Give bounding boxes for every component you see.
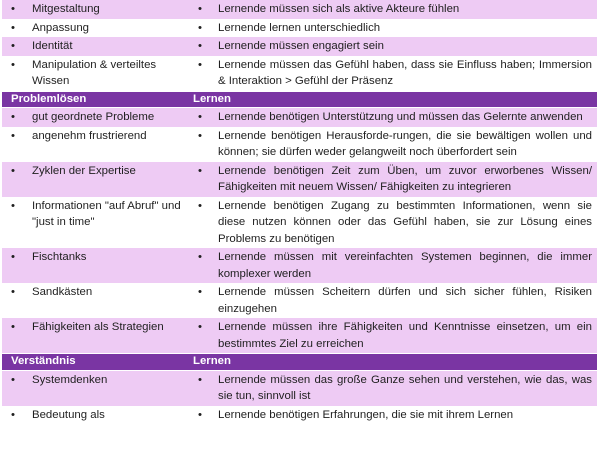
bullet-icon: •: [11, 286, 15, 298]
bullet-icon: •: [11, 111, 15, 123]
table-row: [2, 248, 597, 283]
section-header-term: Problemlösen: [11, 92, 87, 105]
bullet-icon: •: [198, 3, 202, 15]
description-cell: [188, 1, 597, 18]
table-row: [2, 283, 597, 318]
bullet-icon: •: [11, 408, 15, 421]
bullet-icon: •: [11, 199, 15, 212]
term-cell: [2, 249, 188, 282]
description-text: Lernende müssen sich als aktive Akteure fühlen: [218, 3, 460, 15]
term-cell: [2, 319, 188, 352]
description-cell: [188, 57, 597, 90]
section-header-category: Lernen: [193, 92, 231, 105]
description-cell: [188, 319, 597, 352]
description-cell: [188, 163, 597, 196]
section-header-problemloesen: [2, 91, 597, 109]
term-text: angenehm frustrierend: [32, 129, 147, 142]
bullet-icon: •: [198, 251, 202, 263]
bullet-icon: •: [198, 199, 202, 212]
table-row: [2, 37, 597, 56]
bullet-icon: •: [11, 251, 15, 263]
table-row: [2, 318, 597, 353]
bullet-icon: •: [11, 373, 15, 386]
table-section-problemloesen: [2, 108, 597, 353]
bullet-icon: •: [198, 111, 202, 123]
description-text: Lernende müssen mit vereinfachten Systemen beginnen, die immer komplexer werden: [218, 251, 592, 280]
table-row: [2, 0, 597, 19]
description-cell: [188, 198, 597, 248]
description-text: Lernende müssen das große Ganze sehen und verstehen, wie das, was sie tun, sinnvoll ist: [218, 373, 592, 402]
section-header-term: Verständnis: [11, 355, 76, 367]
bullet-icon: •: [198, 321, 202, 333]
description-cell: [188, 249, 597, 282]
term-text: Sandkästen: [32, 286, 93, 298]
table-row: [2, 406, 597, 425]
description-cell: [188, 109, 597, 126]
description-cell: [188, 20, 597, 37]
term-cell: [2, 163, 188, 196]
term-cell: [2, 372, 188, 405]
bullet-icon: •: [198, 408, 202, 421]
table-row: [2, 108, 597, 127]
description-text: Lernende benötigen Zugang zu bestimmten Informationen, wenn sie diese nutzen können oder das Gefühl haben, sie zur Lösung eines Problems zu benötigen: [218, 199, 592, 245]
table-row: [2, 56, 597, 91]
term-text: Bedeutung als: [32, 408, 105, 421]
bullet-icon: •: [198, 164, 202, 177]
bullet-icon: •: [198, 40, 202, 52]
description-text: Lernende benötigen Herausforde-rungen, die sie bewältigen wollen und können; sie dürfen weder gelangweilt noch überfordert sein: [218, 129, 592, 158]
term-text: Informationen "auf Abruf" und "just in time": [32, 199, 181, 228]
table-section-top: [2, 0, 597, 91]
description-text: Lernende müssen das Gefühl haben, dass sie Einfluss haben; Immersion & Interaktion > Gefühl der Präsenz: [218, 58, 592, 87]
term-text: Fischtanks: [32, 251, 87, 263]
bullet-icon: •: [198, 58, 202, 71]
term-text: Anpassung: [32, 21, 89, 34]
term-text: Manipulation & verteiltes Wissen: [32, 58, 157, 87]
term-text: Systemdenken: [32, 373, 108, 386]
bullet-icon: •: [198, 129, 202, 142]
term-text: Zyklen der Expertise: [32, 164, 136, 177]
term-cell: [2, 1, 188, 18]
table-row: [2, 127, 597, 162]
bullet-icon: •: [11, 40, 15, 52]
table-row: [2, 162, 597, 197]
description-cell: [188, 372, 597, 405]
bullet-icon: •: [11, 321, 15, 333]
term-cell: [2, 128, 188, 161]
bullet-icon: •: [11, 58, 15, 71]
description-text: Lernende benötigen Erfahrungen, die sie mit ihrem Lernen: [218, 408, 514, 421]
term-text: gut geordnete Probleme: [32, 111, 155, 123]
section-header-category: Lernen: [193, 355, 231, 367]
term-cell: [2, 57, 188, 90]
term-cell: [2, 38, 188, 55]
term-cell: [2, 407, 188, 424]
term-text: Identität: [32, 40, 73, 52]
table-section-verstaendnis: [2, 371, 597, 425]
term-text: Mitgestaltung: [32, 3, 100, 15]
description-text: Lernende müssen engagiert sein: [218, 40, 384, 52]
bullet-icon: •: [198, 373, 202, 386]
term-cell: [2, 109, 188, 126]
table-row: [2, 371, 597, 406]
description-text: Lernende müssen ihre Fähigkeiten und Kenntnisse einsetzen, um ein bestimmtes Ziel zu erreichen: [218, 321, 592, 350]
section-header-verstaendnis: [2, 353, 597, 371]
description-cell: [188, 407, 597, 424]
description-text: Lernende benötigen Zeit zum Üben, um zuvor erworbenes Wissen/ Fähigkeiten mit neuem Wissen/ Fähigkeiten zu integrieren: [218, 164, 592, 193]
term-cell: [2, 284, 188, 317]
table-row: [2, 197, 597, 249]
term-cell: [2, 198, 188, 248]
description-cell: [188, 284, 597, 317]
bullet-icon: •: [11, 129, 15, 142]
bullet-icon: •: [198, 286, 202, 298]
description-cell: [188, 128, 597, 161]
description-text: Lernende müssen Scheitern dürfen und sich sicher fühlen, Risiken einzugehen: [218, 286, 592, 315]
bullet-icon: •: [11, 3, 15, 15]
bullet-icon: •: [198, 21, 202, 34]
principles-table: [2, 0, 597, 424]
description-cell: [188, 38, 597, 55]
description-text: Lernende lernen unterschiedlich: [218, 21, 381, 34]
table-row: [2, 19, 597, 38]
term-text: Fähigkeiten als Strategien: [32, 321, 164, 333]
description-text: Lernende benötigen Unterstützung und müssen das Gelernte anwenden: [218, 111, 583, 123]
bullet-icon: •: [11, 21, 15, 34]
bullet-icon: •: [11, 164, 15, 177]
term-cell: [2, 20, 188, 37]
